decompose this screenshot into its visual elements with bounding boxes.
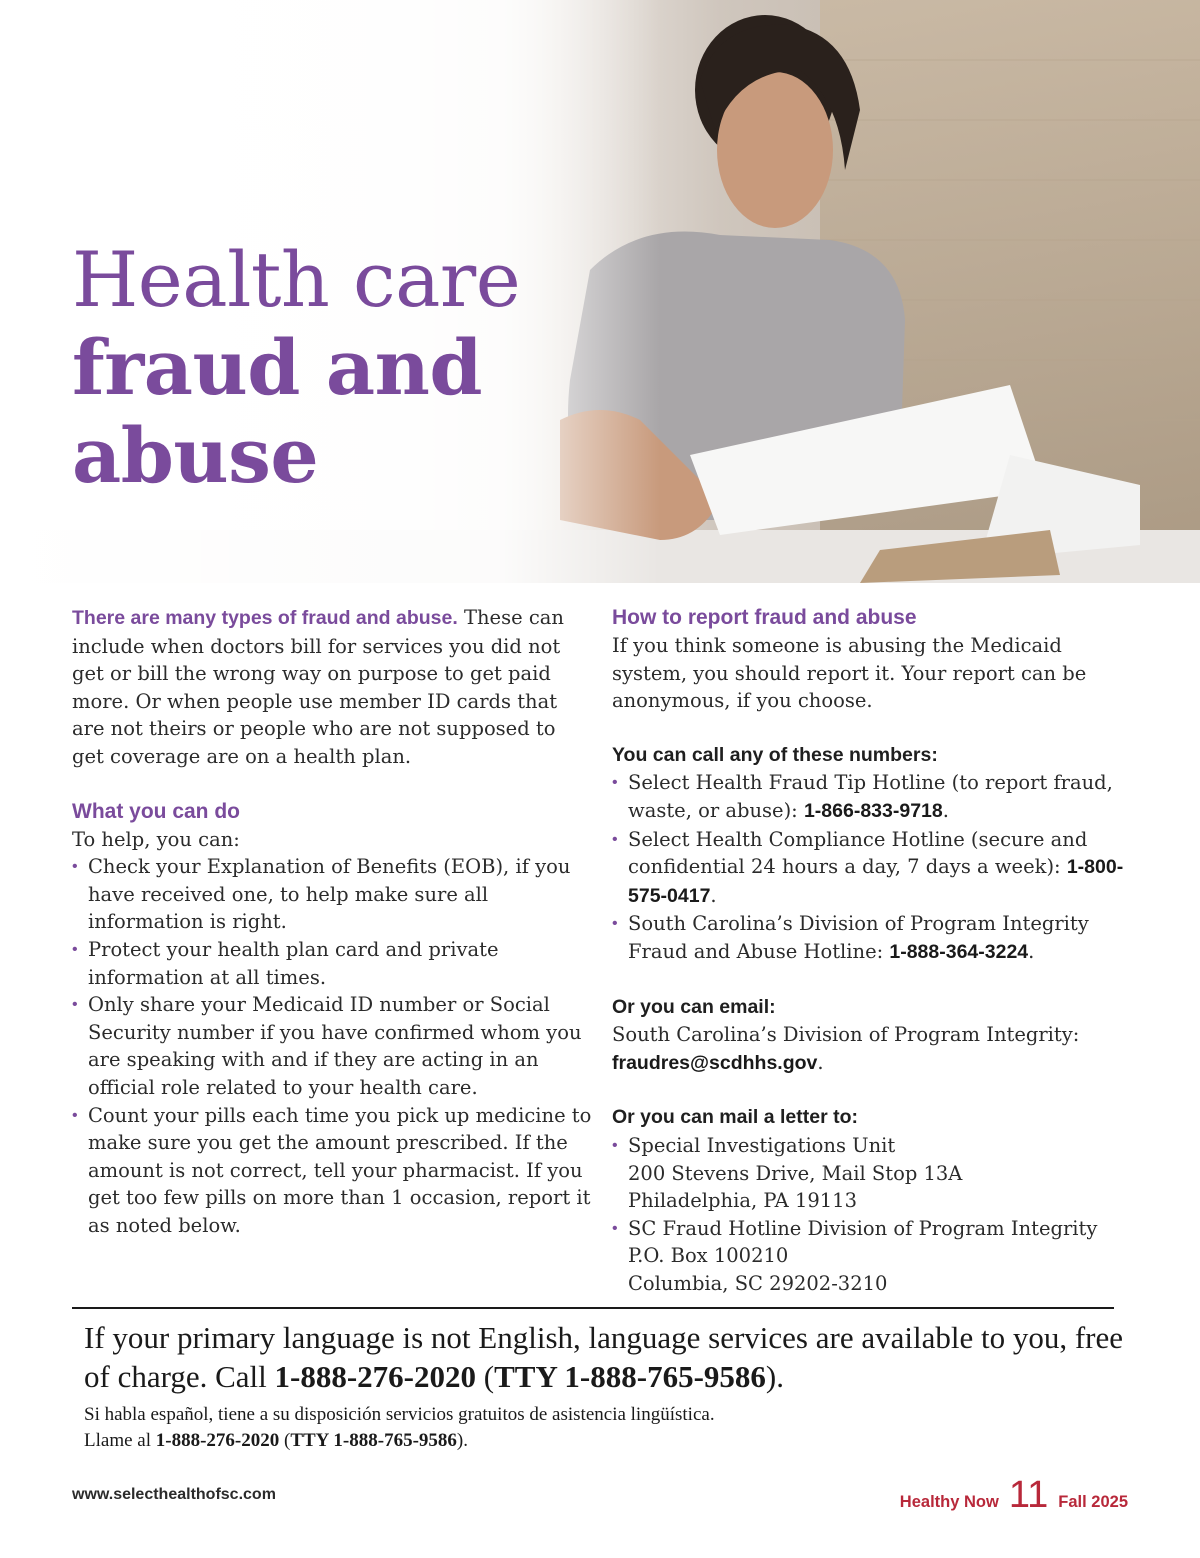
email-heading: Or you can email: <box>612 995 776 1018</box>
page-number: 11 <box>1008 1474 1049 1516</box>
intro-paragraph <box>72 604 592 771</box>
spanish-tty-link[interactable]: TTY 1-888-765-9586 <box>290 1430 457 1451</box>
tip-text: Protect your health plan card and private information at all times. <box>88 937 499 989</box>
language-notice <box>84 1318 1144 1454</box>
page-footer <box>72 1476 1128 1516</box>
hotline-text: Select Health Fraud Tip Hotline (to report fraud, waste, or abuse): <box>628 771 1113 822</box>
bullet-icon: • <box>612 830 618 848</box>
tips-list <box>72 853 592 1239</box>
hotline-text: Select Health Compliance Hotline (secure and confidential 24 hours a day, 7 days a week): <box>628 827 1088 879</box>
title-line-3: abuse <box>72 411 319 500</box>
bullet-icon: • <box>612 915 618 933</box>
list-item <box>72 853 592 936</box>
bullet-icon: • <box>612 1136 618 1154</box>
email-line: fraudres@scdhhs.gov. <box>612 1050 824 1074</box>
list-item: • Select Health Compliance Hotline (secure and confidential 24 hours a day, 7 days a week): 1-800-575-0417. <box>612 827 1124 907</box>
phone-link[interactable]: 1-866-833-9718 <box>803 799 943 822</box>
issue-season: Fall 2025 <box>1058 1493 1128 1511</box>
what-you-can-do-heading: What you can do <box>72 799 240 823</box>
bullet-icon: • <box>72 858 78 876</box>
publication-name: Healthy Now <box>899 1493 999 1511</box>
list-item <box>72 991 592 1101</box>
call-heading: You can call any of these numbers: <box>612 743 938 766</box>
tip-text: Only share your Medicaid ID number or Social Security number if you have confirmed whom you are speaking with and if they are acting in an official role related to your health care. <box>88 993 582 1099</box>
address-line: 200 Stevens Drive, Mail Stop 13A <box>628 1161 963 1185</box>
mail-heading: Or you can mail a letter to: <box>612 1106 858 1129</box>
report-heading: How to report fraud and abuse <box>612 606 917 629</box>
bullet-icon: • <box>612 774 618 792</box>
bullet-icon: • <box>72 940 78 958</box>
spanish-call-text: Llame al <box>84 1430 156 1451</box>
email-text: South Carolina’s Division of Program Integrity: <box>612 1023 1080 1047</box>
divider <box>72 1307 1114 1309</box>
phone-link[interactable]: 1-800-575-0417 <box>628 856 1124 907</box>
report-text: If you think someone is abusing the Medicaid system, you should report it. Your report can be anonymous, if you choose. <box>612 634 1087 713</box>
list-item <box>612 1215 1142 1298</box>
language-text: If your primary language is not English, language services are available to you, free of charge. Call <box>84 1320 1123 1394</box>
title-line-2: fraud and <box>72 323 482 412</box>
left-column <box>72 604 592 1239</box>
hotline-text: South Carolina’s Division of Program Integrity Fraud and Abuse Hotline: <box>628 912 1089 963</box>
page-title <box>72 236 520 500</box>
title-line-1: Health care <box>72 235 521 324</box>
bullet-icon: • <box>612 1219 618 1237</box>
hero-banner <box>0 0 1200 583</box>
list-item: • South Carolina’s Division of Program Integrity Fraud and Abuse Hotline: 1-888-364-3224. <box>612 912 1089 963</box>
address-line: Philadelphia, PA 19113 <box>628 1189 857 1213</box>
bullet-icon: • <box>72 1106 78 1124</box>
list-item <box>72 1102 592 1240</box>
spanish-phone-link[interactable]: 1-888-276-2020 <box>155 1430 280 1451</box>
address-line: Columbia, SC 29202-3210 <box>628 1271 888 1295</box>
tip-text: Count your pills each time you pick up medicine to make sure you get the amount prescribed. If the amount is not correct, tell your pharmacist. If you get too few pills on more than 1 occasion, report it as noted below. <box>88 1103 592 1237</box>
right-column <box>612 604 1142 1297</box>
language-phone-link[interactable]: 1-888-276-2020 <box>274 1359 477 1394</box>
list-item <box>72 936 592 991</box>
publication-info <box>900 1476 1128 1514</box>
mail-list <box>612 1132 1142 1298</box>
phone-link[interactable]: 1-888-364-3224 <box>889 940 1029 963</box>
intro-lead: There are many types of fraud and abuse. <box>72 607 458 629</box>
address-line: Special Investigations Unit <box>628 1133 896 1157</box>
tty-phone-link[interactable]: TTY 1-888-765-9586 <box>494 1359 766 1394</box>
website-link[interactable]: www.selecthealthofsc.com <box>72 1486 276 1503</box>
list-item <box>612 1132 1142 1215</box>
list-item: • Select Health Fraud Tip Hotline (to report fraud, waste, or abuse): 1-866-833-9718. <box>612 771 1113 822</box>
bullet-icon: • <box>72 996 78 1014</box>
what-intro: To help, you can: <box>72 827 240 851</box>
hotline-list <box>612 769 1142 966</box>
tip-text: Check your Explanation of Benefits (EOB), if you have received one, to help make sure all information is right. <box>88 855 571 934</box>
language-notice-spanish: Si habla español, tiene a su disposición servicios gratuitos de asistencia lingüística. Llame al 1-888-276-2020 (TTY 1-888-765-9586). <box>84 1404 715 1451</box>
language-notice-english: If your primary language is not English, language services are available to you, free of charge. Call 1-888-276-2020 (TTY 1-888-765-9586). <box>84 1320 1123 1394</box>
intro-text: These can include when doctors bill for services you did not get or bill the wrong way on purpose to get paid more. Or when people use member ID cards that are not theirs or people who are not supposed to get coverage are on a health plan. <box>72 606 564 768</box>
email-link[interactable]: fraudres@scdhhs.gov <box>612 1051 818 1074</box>
address-line: P.O. Box 100210 <box>628 1244 789 1268</box>
address-line: SC Fraud Hotline Division of Program Integrity <box>628 1216 1098 1240</box>
spanish-text: Si habla español, tiene a su disposición servicios gratuitos de asistencia lingüística. <box>84 1404 715 1425</box>
